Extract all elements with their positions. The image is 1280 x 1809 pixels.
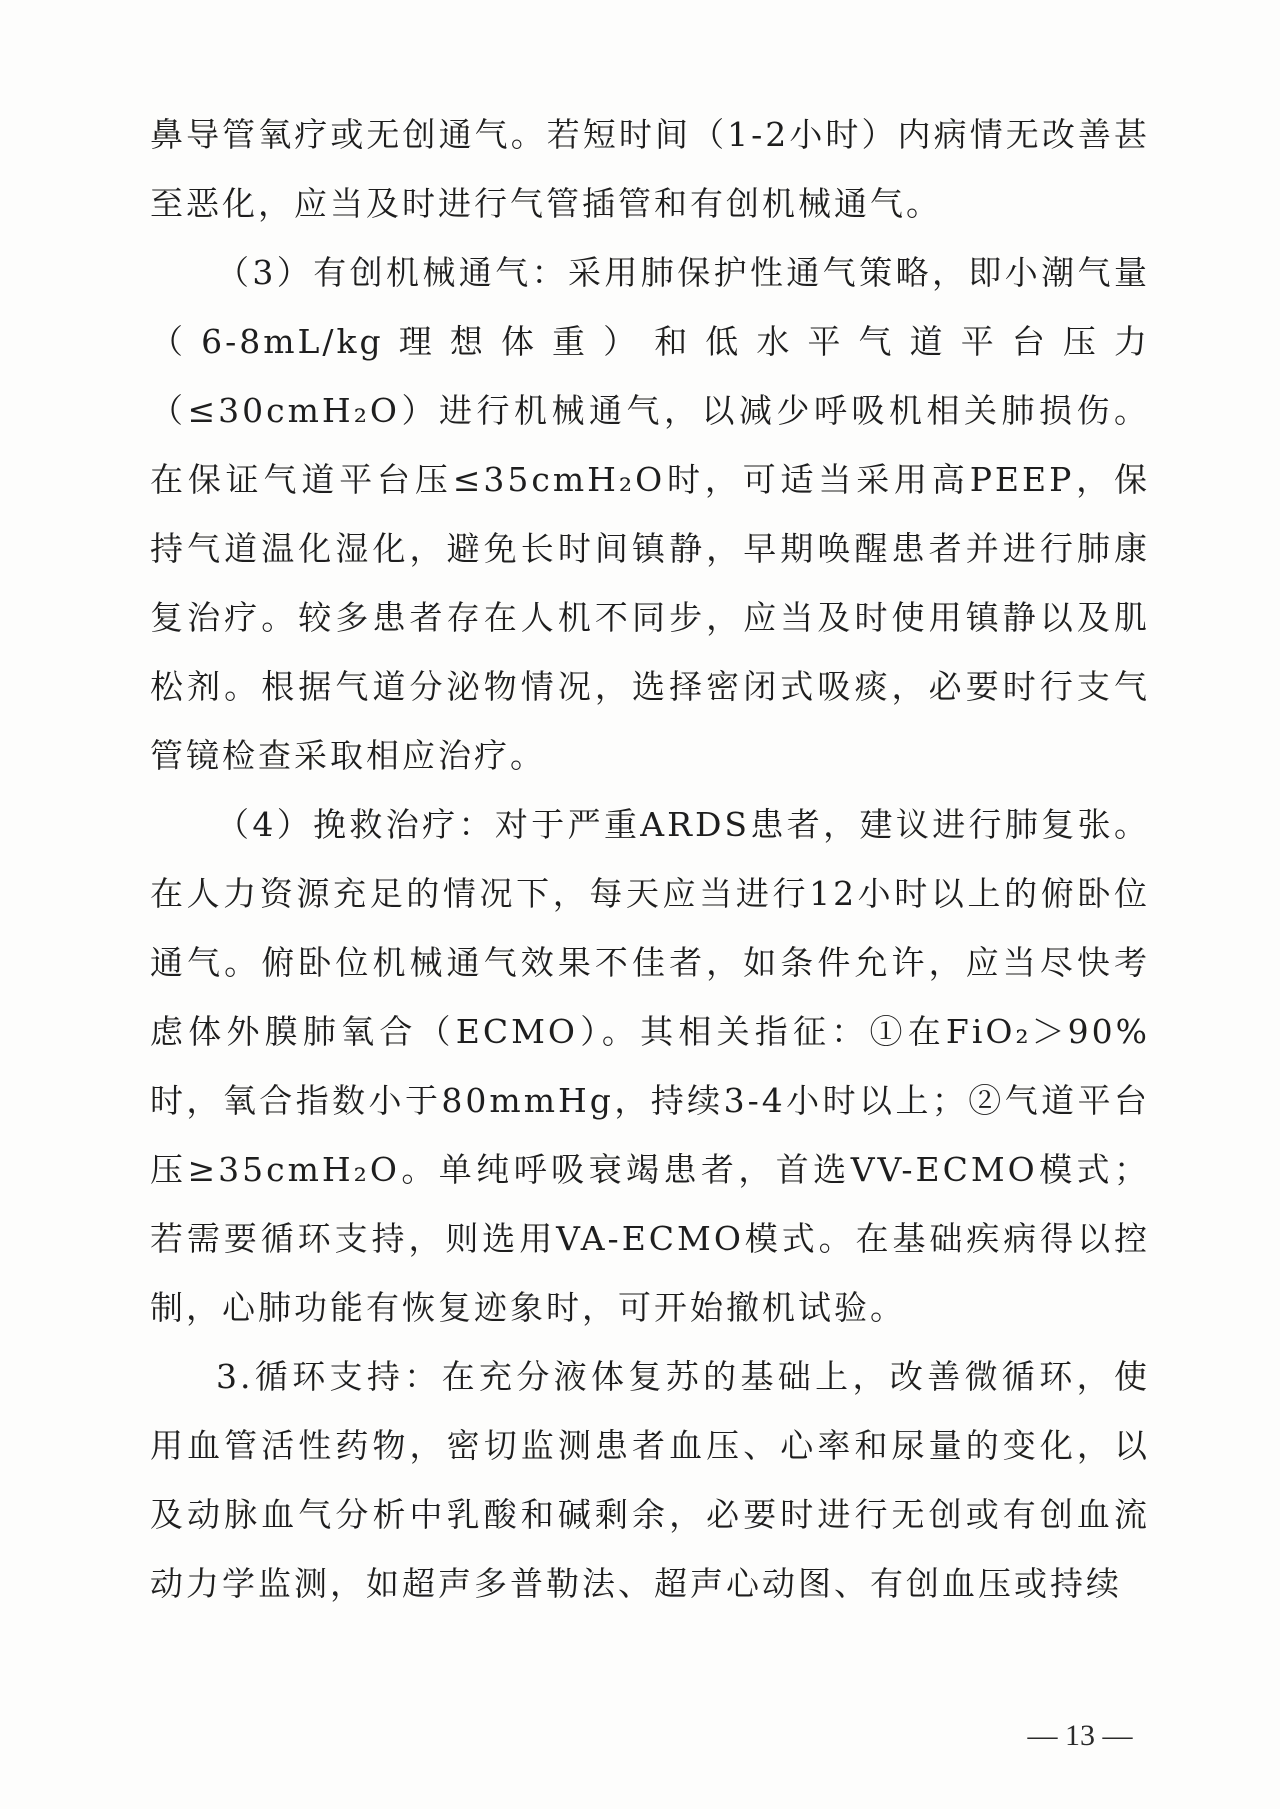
page-number: — 13 — bbox=[1027, 1719, 1133, 1752]
page-footer bbox=[0, 1714, 1280, 1764]
paragraph-invasive-ventilation: （3）有创机械通气：采用肺保护性通气策略，即小潮气量（6-8mL/kg理想体重）和低水平气道平台压力（≤30cmH₂O）进行机械通气，以减少呼吸机相关肺损伤。在保证气道平台压≤35cmH₂O时，可适当采用高PEEP，保持气道温化湿化，避免长时间镇静，早期唤醒患者并进行肺康复治疗。较多患者存在人机不同步，应当及时使用镇静以及肌松剂。根据气道分泌物情况，选择密闭式吸痰，必要时行支气管镜检查采取相应治疗。 bbox=[150, 253, 1150, 775]
document-body bbox=[150, 100, 1150, 1618]
paragraph-circulatory-support: 3.循环支持：在充分液体复苏的基础上，改善微循环，使用血管活性药物，密切监测患者血压、心率和尿量的变化，以及动脉血气分析中乳酸和碱剩余，必要时进行无创或有创血流动力学监测，如超声多普勒法、超声心动图、有创血压或持续 bbox=[150, 1357, 1150, 1603]
paragraph-rescue-therapy: （4）挽救治疗：对于严重ARDS患者，建议进行肺复张。在人力资源充足的情况下，每天应当进行12小时以上的俯卧位通气。俯卧位机械通气效果不佳者，如条件允许，应当尽快考虑体外膜肺氧合（ECMO）。其相关指征：①在FiO₂＞90%时，氧合指数小于80mmHg，持续3-4小时以上；②气道平台压≥35cmH₂O。单纯呼吸衰竭患者，首选VV-ECMO模式；若需要循环支持，则选用VA-ECMO模式。在基础疾病得以控制，心肺功能有恢复迹象时，可开始撤机试验。 bbox=[150, 805, 1150, 1327]
paragraph-oxygen-therapy: 鼻导管氧疗或无创通气。若短时间（1-2小时）内病情无改善甚至恶化，应当及时进行气管插管和有创机械通气。 bbox=[150, 115, 1150, 223]
